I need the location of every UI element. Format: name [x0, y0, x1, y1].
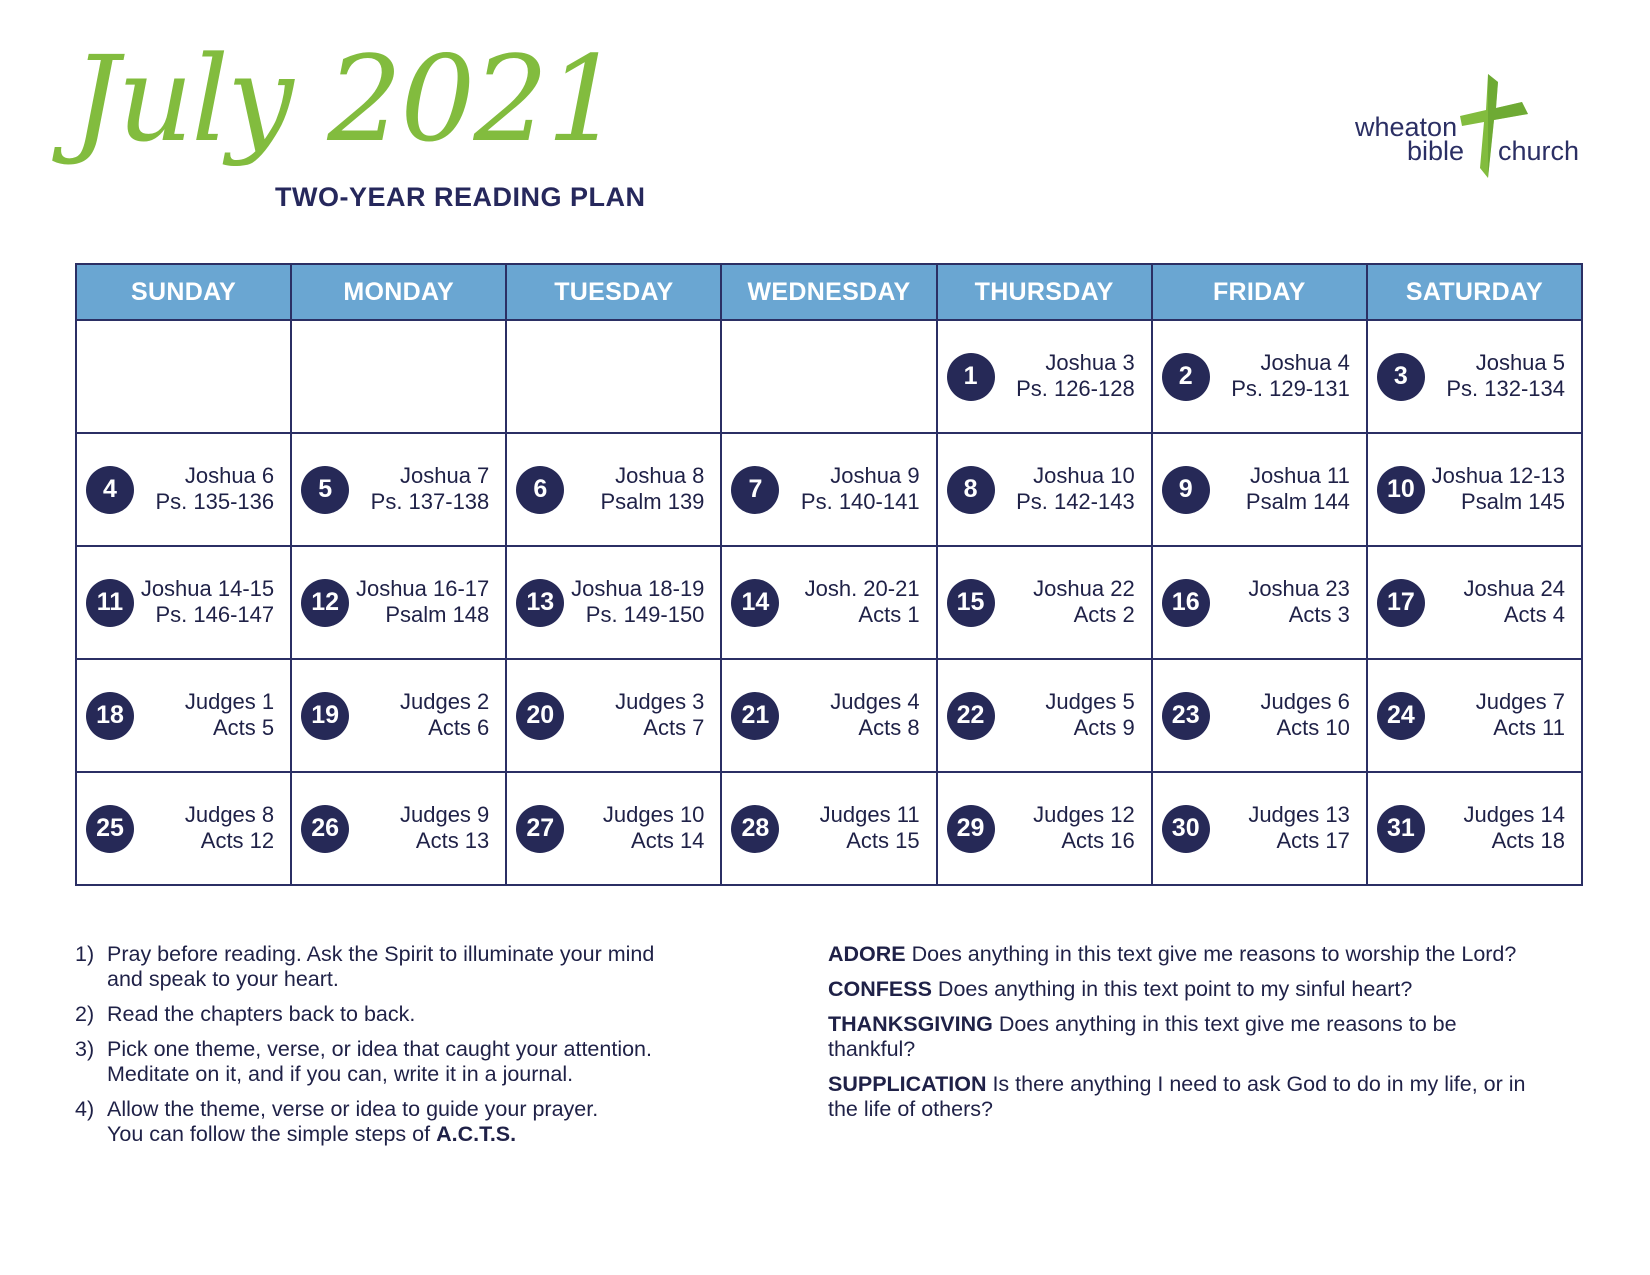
calendar-day-cell	[1152, 772, 1367, 885]
reading-line-primary: Joshua 10	[1033, 462, 1135, 488]
reading-assignment	[400, 689, 489, 741]
weekday-header: SATURDAY	[1367, 264, 1582, 320]
reading-assignment	[371, 463, 490, 515]
reading-line-secondary: Ps. 132-134	[1446, 375, 1565, 401]
weekday-header: FRIDAY	[1152, 264, 1367, 320]
reading-line-primary: Judges 1	[184, 688, 275, 714]
day-number-badge: 27	[516, 805, 564, 853]
reading-line-secondary: Ps. 149-150	[585, 601, 705, 627]
acts-text: Does anything in this text give me reasons to be thankful?	[828, 1012, 1457, 1061]
day-number-badge: 5	[301, 466, 349, 514]
calendar-week-row	[76, 320, 1582, 433]
logo-text-wheaton: wheaton	[1355, 112, 1458, 142]
reading-line-primary: Joshua 5	[1475, 349, 1565, 375]
reading-assignment	[820, 802, 920, 854]
calendar-grid	[75, 263, 1583, 886]
step-item	[75, 1097, 735, 1147]
reading-line-primary: Joshua 24	[1463, 575, 1565, 601]
reading-line-secondary: Acts 18	[1491, 827, 1565, 853]
reading-line-secondary: Acts 14	[631, 827, 705, 853]
calendar-day-cell	[937, 659, 1152, 772]
calendar-day-cell	[937, 772, 1152, 885]
day-number-badge: 15	[947, 579, 995, 627]
reading-line-primary: Judges 8	[184, 801, 275, 827]
acts-text: Is there anything I need to ask God to do in my life, or in the life of others?	[828, 1072, 1526, 1121]
reading-assignment	[1016, 463, 1135, 515]
day-number-badge: 30	[1162, 805, 1210, 853]
calendar-day-cell	[937, 320, 1152, 433]
calendar-day-cell	[76, 546, 291, 659]
calendar-day-cell	[1152, 546, 1367, 659]
reading-assignment	[400, 802, 489, 854]
reading-line-primary: Joshua 4	[1260, 349, 1350, 375]
calendar-day-cell	[291, 546, 506, 659]
reading-line-secondary: Psalm 145	[1461, 488, 1565, 514]
calendar-day-cell	[721, 546, 936, 659]
calendar-day-cell	[1152, 320, 1367, 433]
reading-steps	[75, 942, 735, 1157]
day-number-badge: 24	[1377, 692, 1425, 740]
reading-assignment	[600, 463, 704, 515]
acts-item-supplication	[828, 1072, 1538, 1122]
reading-assignment	[1248, 802, 1350, 854]
day-number-badge: 9	[1162, 466, 1210, 514]
acts-guide	[828, 942, 1538, 1132]
reading-line-primary: Judges 9	[399, 801, 490, 827]
logo-text-bible: bible	[1407, 136, 1465, 166]
calendar-empty-cell	[506, 320, 721, 433]
church-logo	[1340, 70, 1580, 190]
reading-line-primary: Joshua 14-15	[140, 575, 275, 601]
day-number-badge: 8	[947, 466, 995, 514]
reading-line-secondary: Acts 16	[1061, 827, 1135, 853]
reading-line-primary: Judges 11	[819, 801, 920, 827]
reading-assignment	[1246, 463, 1350, 515]
reading-line-secondary: Psalm 148	[385, 601, 490, 627]
calendar-day-cell	[76, 433, 291, 546]
reading-line-primary: Joshua 23	[1248, 575, 1350, 601]
reading-assignment	[1045, 689, 1134, 741]
reading-line-primary: Judges 7	[1475, 688, 1565, 714]
step-item	[75, 1002, 735, 1027]
calendar-day-cell	[721, 772, 936, 885]
weekday-header: TUESDAY	[506, 264, 721, 320]
reading-line-primary: Joshua 8	[615, 462, 705, 488]
calendar-empty-cell	[76, 320, 291, 433]
reading-assignment	[1016, 350, 1135, 402]
reading-assignment	[1432, 463, 1565, 515]
acts-term: SUPPLICATION	[828, 1072, 987, 1096]
reading-assignment	[1248, 576, 1350, 628]
acts-text: Does anything in this text give me reasons to worship the Lord?	[905, 942, 1517, 966]
reading-line-secondary: Ps. 137-138	[370, 488, 490, 514]
reading-assignment	[1033, 802, 1135, 854]
calendar-day-cell	[1367, 433, 1582, 546]
reading-line-primary: Joshua 6	[184, 462, 275, 488]
acts-text: Does anything in this text point to my sinful heart?	[931, 977, 1413, 1001]
acts-term: THANKSGIVING	[828, 1012, 993, 1036]
acts-item-adore	[828, 942, 1538, 967]
reading-assignment	[185, 689, 274, 741]
reading-line-primary: Joshua 18-19	[571, 575, 705, 601]
logo-text-church: church	[1498, 136, 1580, 166]
reading-assignment	[801, 463, 920, 515]
reading-assignment	[1463, 576, 1565, 628]
reading-line-secondary: Acts 12	[200, 827, 275, 853]
reading-assignment	[1231, 350, 1350, 402]
day-number-badge: 13	[516, 579, 564, 627]
reading-line-primary: Joshua 9	[830, 462, 920, 488]
weekday-header: MONDAY	[291, 264, 506, 320]
step-number: 1)	[75, 942, 95, 966]
reading-line-secondary: Acts 5	[213, 714, 275, 740]
reading-line-secondary: Acts 9	[1073, 714, 1135, 740]
reading-assignment	[1446, 350, 1565, 402]
reading-line-primary: Judges 12	[1033, 801, 1135, 827]
calendar-day-cell	[937, 433, 1152, 546]
step-text: Pick one theme, verse, or idea that caught your attention.	[107, 1037, 652, 1061]
step-text: Meditate on it, and if you can, write it in a journal.	[107, 1062, 574, 1086]
reading-line-secondary: Acts 4	[1503, 601, 1565, 627]
reading-assignment	[571, 576, 704, 628]
day-number-badge: 10	[1377, 466, 1425, 514]
reading-line-primary: Joshua 22	[1033, 575, 1135, 601]
reading-line-primary: Joshua 3	[1045, 349, 1135, 375]
weekday-header: WEDNESDAY	[721, 264, 936, 320]
reading-line-primary: Judges 2	[399, 688, 490, 714]
calendar-day-cell	[1367, 659, 1582, 772]
reading-line-secondary: Ps. 126-128	[1016, 375, 1135, 401]
day-number-badge: 20	[516, 692, 564, 740]
day-number-badge: 6	[516, 466, 564, 514]
day-number-badge: 4	[86, 466, 134, 514]
calendar-day-cell	[721, 433, 936, 546]
step-item	[75, 1037, 735, 1087]
reading-line-secondary: Acts 2	[1073, 601, 1135, 627]
reading-assignment	[830, 689, 919, 741]
step-text: Allow the theme, verse or idea to guide your prayer.	[107, 1097, 599, 1121]
reading-line-secondary: Acts 17	[1276, 827, 1350, 853]
calendar-week-row	[76, 546, 1582, 659]
reading-assignment	[1476, 689, 1565, 741]
reading-line-primary: Judges 13	[1248, 801, 1350, 827]
calendar-day-cell	[1367, 772, 1582, 885]
day-number-badge: 22	[947, 692, 995, 740]
reading-line-primary: Judges 5	[1045, 688, 1135, 714]
step-number: 2)	[75, 1002, 95, 1026]
reading-assignment	[603, 802, 705, 854]
reading-assignment	[805, 576, 920, 628]
reading-assignment	[1033, 576, 1135, 628]
calendar-day-cell	[506, 772, 721, 885]
reading-assignment	[1463, 802, 1565, 854]
acts-term: CONFESS	[828, 977, 932, 1001]
day-number-badge: 19	[301, 692, 349, 740]
calendar-day-cell	[937, 546, 1152, 659]
reading-assignment	[141, 576, 274, 628]
reading-line-primary: Joshua 7	[399, 462, 490, 488]
reading-assignment	[356, 576, 489, 628]
reading-line-primary: Judges 14	[1463, 801, 1565, 827]
day-number-badge: 21	[731, 692, 779, 740]
day-number-badge: 11	[86, 579, 134, 627]
step-text: and speak to your heart.	[107, 967, 339, 991]
calendar-empty-cell	[291, 320, 506, 433]
day-number-badge: 29	[947, 805, 995, 853]
reading-assignment	[185, 802, 274, 854]
calendar-day-cell	[506, 433, 721, 546]
reading-line-primary: Judges 3	[615, 688, 705, 714]
day-number-badge: 25	[86, 805, 134, 853]
day-number-badge: 31	[1377, 805, 1425, 853]
reading-line-secondary: Acts 8	[858, 714, 920, 740]
calendar-week-row	[76, 433, 1582, 546]
reading-line-secondary: Acts 7	[643, 714, 705, 740]
calendar-day-cell	[291, 433, 506, 546]
calendar-week-row	[76, 659, 1582, 772]
reading-line-primary: Judges 10	[602, 801, 705, 827]
reading-line-primary: Joshua 12-13	[1431, 462, 1565, 488]
calendar-day-cell	[721, 659, 936, 772]
reading-assignment	[156, 463, 275, 515]
day-number-badge: 16	[1162, 579, 1210, 627]
calendar-week-row	[76, 772, 1582, 885]
step-number: 4)	[75, 1097, 95, 1121]
page-subtitle: TWO-YEAR READING PLAN	[275, 182, 646, 212]
weekday-header: SUNDAY	[76, 264, 291, 320]
step-text-inline: You can follow the simple steps of	[107, 1122, 437, 1146]
calendar-day-cell	[1152, 659, 1367, 772]
reading-line-secondary: Ps. 135-136	[155, 488, 275, 514]
step-text: Read the chapters back to back.	[107, 1002, 416, 1026]
weekday-header: THURSDAY	[937, 264, 1152, 320]
acts-item-thanksgiving	[828, 1012, 1538, 1062]
reading-line-secondary: Acts 13	[415, 827, 490, 853]
reading-line-secondary: Ps. 140-141	[800, 488, 920, 514]
step-text: Pray before reading. Ask the Spirit to illuminate your mind	[107, 942, 655, 966]
day-number-badge: 2	[1162, 353, 1210, 401]
acts-acronym: A.C.T.S.	[436, 1122, 517, 1146]
reading-assignment	[1261, 689, 1350, 741]
calendar-day-cell	[76, 659, 291, 772]
reading-line-secondary: Acts 3	[1288, 601, 1350, 627]
reading-line-secondary: Acts 11	[1493, 714, 1565, 740]
day-number-badge: 26	[301, 805, 349, 853]
reading-line-secondary: Acts 10	[1276, 714, 1350, 740]
calendar-day-cell	[291, 659, 506, 772]
page-title: July 2021	[72, 30, 620, 168]
weekday-header-row	[76, 264, 1582, 320]
day-number-badge: 28	[731, 805, 779, 853]
day-number-badge: 12	[301, 579, 349, 627]
step-text	[107, 1122, 735, 1147]
step-number: 3)	[75, 1037, 95, 1061]
reading-line-secondary: Psalm 144	[1245, 488, 1350, 514]
day-number-badge: 17	[1377, 579, 1425, 627]
calendar-day-cell	[1367, 546, 1582, 659]
reading-line-secondary: Acts 15	[846, 827, 920, 853]
reading-line-secondary: Psalm 139	[600, 488, 705, 514]
reading-line-primary: Joshua 11	[1249, 462, 1350, 488]
calendar-empty-cell	[721, 320, 936, 433]
calendar-day-cell	[76, 772, 291, 885]
step-item	[75, 942, 735, 992]
reading-line-secondary: Ps. 129-131	[1231, 375, 1350, 401]
reading-line-secondary: Acts 6	[428, 714, 490, 740]
calendar-day-cell	[506, 659, 721, 772]
day-number-badge: 7	[731, 466, 779, 514]
acts-term: ADORE	[828, 942, 906, 966]
day-number-badge: 3	[1377, 353, 1425, 401]
reading-line-primary: Joshua 16-17	[355, 575, 490, 601]
calendar-day-cell	[291, 772, 506, 885]
day-number-badge: 18	[86, 692, 134, 740]
reading-assignment	[615, 689, 704, 741]
calendar-day-cell	[506, 546, 721, 659]
reading-line-primary: Josh. 20-21	[804, 575, 920, 601]
reading-line-primary: Judges 6	[1260, 688, 1350, 714]
reading-line-secondary: Ps. 142-143	[1016, 488, 1135, 514]
acts-item-confess	[828, 977, 1538, 1002]
calendar-day-cell	[1367, 320, 1582, 433]
day-number-badge: 23	[1162, 692, 1210, 740]
reading-line-secondary: Acts 1	[858, 601, 920, 627]
day-number-badge: 14	[731, 579, 779, 627]
reading-line-primary: Judges 4	[830, 688, 920, 714]
day-number-badge: 1	[947, 353, 995, 401]
reading-line-secondary: Ps. 146-147	[155, 601, 275, 627]
calendar-day-cell	[1152, 433, 1367, 546]
